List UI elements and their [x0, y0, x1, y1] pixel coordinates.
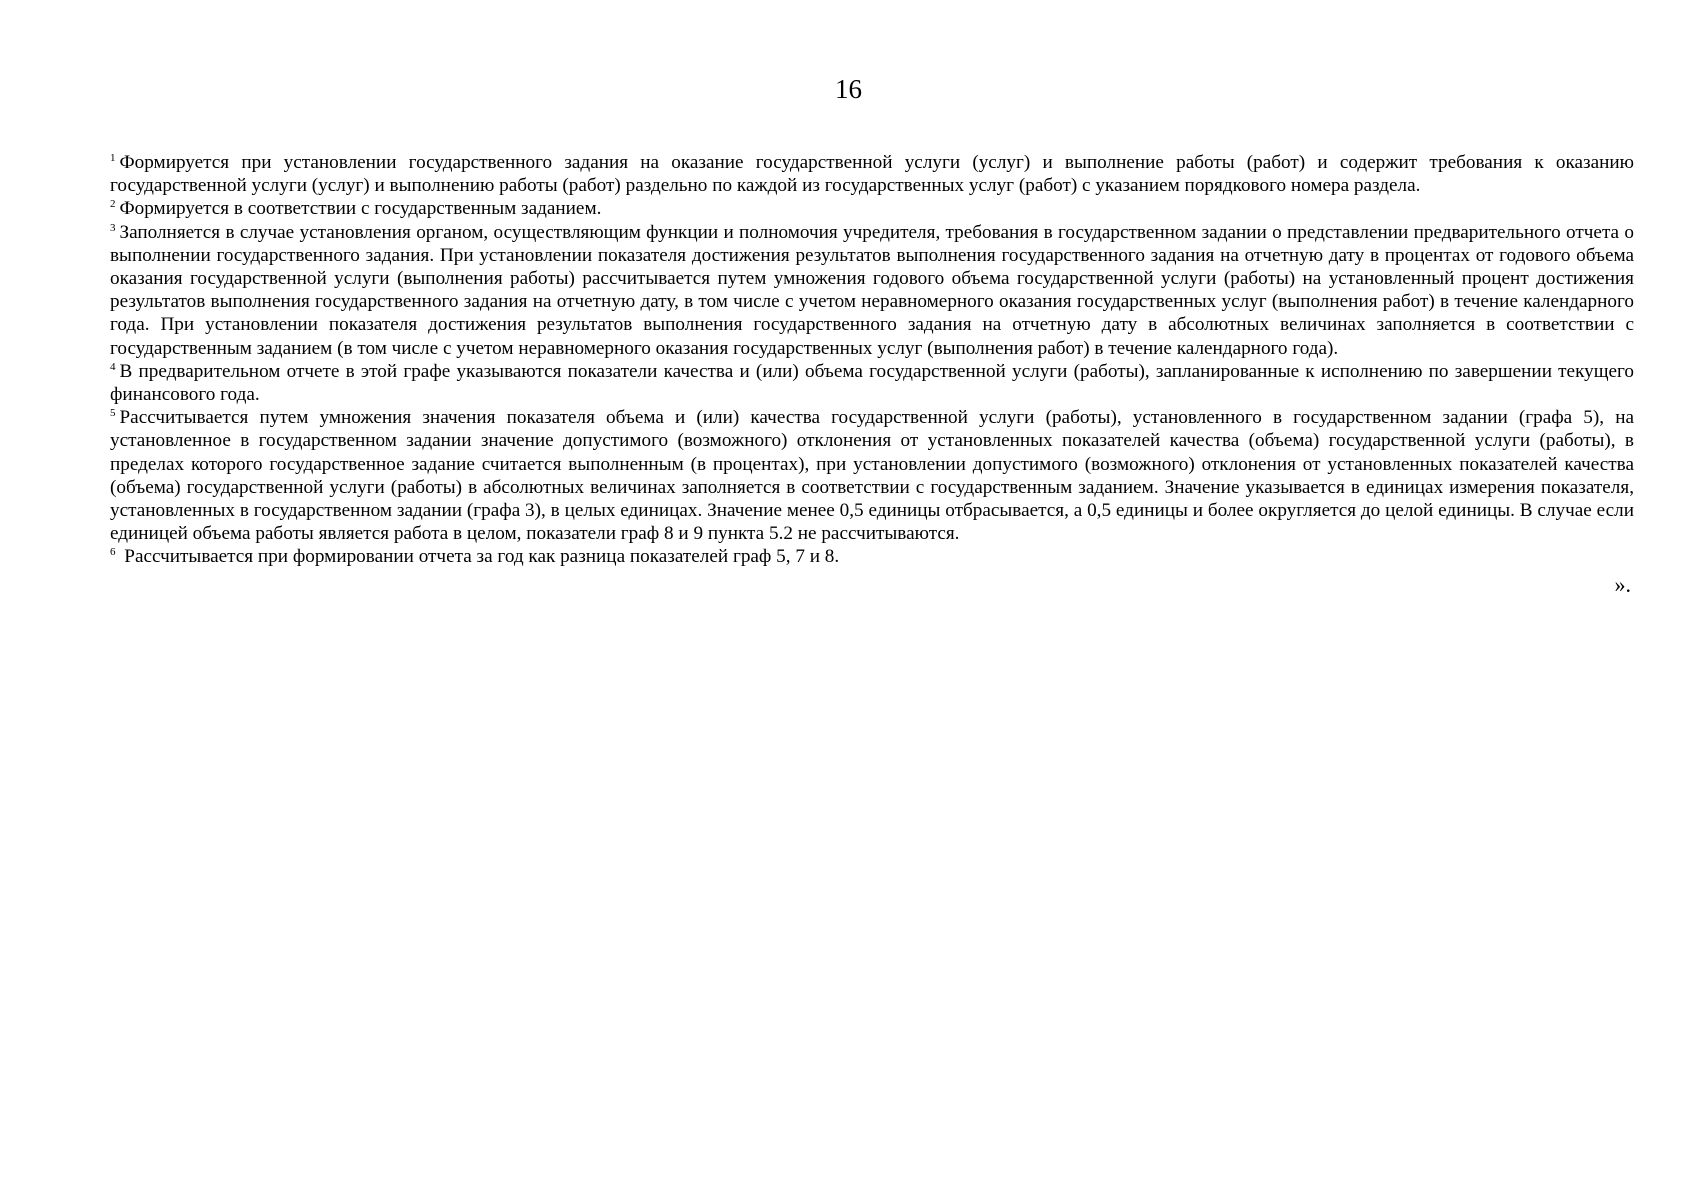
footnote-6 — [110, 545, 1634, 568]
closing-quote-mark: ». — [1614, 571, 1631, 597]
page-number: 16 — [835, 74, 862, 104]
footnote-marker: 5 — [110, 407, 116, 420]
footnote-marker: 3 — [110, 221, 116, 234]
footnotes-section — [110, 151, 1634, 599]
footnote-text: Формируется при установлении государственного задания на оказание государственной услуги (услуг) и выполнение работы (работ) и содержит требования к оказанию государственной услуги (услуг) и выполнению работы (работ) раздельно по каждой из государственных услуг (работ) с указанием порядкового номера раздела. — [110, 152, 1634, 197]
footnote-1 — [110, 151, 1634, 197]
footnote-5 — [110, 406, 1634, 545]
footnote-3 — [110, 221, 1634, 360]
footnote-text: Рассчитывается путем умножения значения показателя объема и (или) качества государственной услуги (работы), установленного в государственном задании (графа 5), на установленное в государственном задании значение допустимого (возможного) отклонения от установленных показателей качества (объема) государственной услуги (работы), в пределах которого государственное задание считается выполненным (в процентах), при установлении допустимого (возможного) отклонения от установленных показателей качества (объема) государственной услуги (работы) в абсолютных величинах заполняется в соответствии с государственным заданием. Значение указывается в единицах измерения показателя, установленных в государственном задании (графа 3), в целых единицах. Значение менее 0,5 единицы отбрасывается, а 0,5 единицы и более округляется до целой единицы. В случае если единицей объема работы является работа в целом, показатели граф 8 и 9 пункта 5.2 не рассчитываются. — [110, 407, 1634, 545]
footnote-text: Рассчитывается при формировании отчета за год как разница показателей граф 5, 7 и 8. — [119, 546, 840, 568]
footnote-2 — [110, 197, 1634, 220]
footnote-text: В предварительном отчете в этой графе указываются показатели качества и (или) объема государственной услуги (работы), запланированные к исполнению по завершении текущего финансового года. — [110, 360, 1634, 406]
footnote-marker: 2 — [110, 198, 116, 211]
footnote-text: Заполняется в случае установления органом, осуществляющим функции и полномочия учредителя, требования в государственном задании о представлении предварительного отчета о выполнении государственного задания. При установлении показателя достижения результатов выполнения государственного задания на отчетную дату в процентах от годового объема оказания государственной услуги (выполнения работы) рассчитывается путем умножения годового объема государственной услуги (работы) на установленный процент достижения результатов выполнения государственного задания на отчетную дату, в том числе с учетом неравномерного оказания государственных услуг (выполнения работ) в течение календарного года. При установлении показателя достижения результатов выполнения государственного задания на отчетную дату в абсолютных величинах заполняется в соответствии с государственным заданием (в том числе с учетом неравномерного оказания государственных услуг (выполнения работ) в течение календарного года). — [110, 221, 1634, 359]
footnote-marker: 4 — [110, 360, 116, 373]
footnote-marker: 6 — [110, 546, 116, 559]
footnote-4 — [110, 360, 1634, 406]
footnote-marker: 1 — [110, 152, 116, 164]
footnote-text: Формируется в соответствии с государственным заданием. — [119, 198, 602, 220]
